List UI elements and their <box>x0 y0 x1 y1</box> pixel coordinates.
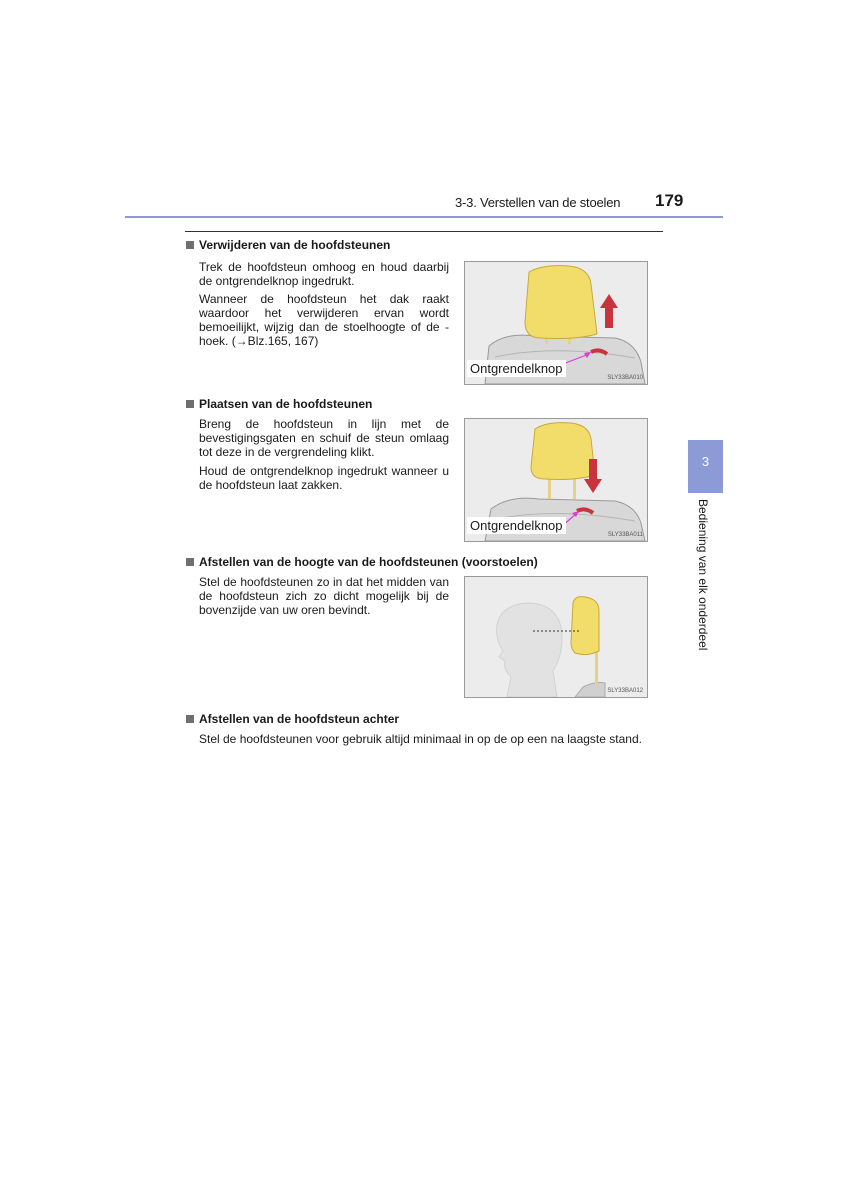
headrest-post <box>548 479 551 499</box>
headrest-shape <box>531 423 595 480</box>
callout-label: Ontgrendelknop <box>467 360 566 377</box>
section-heading-text: Afstellen van de hoofdsteun achter <box>199 712 400 726</box>
bullet-square-icon <box>186 241 194 249</box>
paragraph: Breng de hoofdsteun in lijn met de bevestigingsgaten en schuif de steun omlaag tot deze in de vergrendeling klikt. <box>199 417 449 459</box>
bullet-square-icon <box>186 400 194 408</box>
figure-headrest-height <box>464 576 648 698</box>
chapter-tab: 3 <box>688 440 723 493</box>
headrest-height-illustration <box>465 577 647 697</box>
headrest-post <box>573 479 576 499</box>
section-heading-height <box>186 555 538 569</box>
figure-remove-headrest <box>464 261 648 385</box>
chapter-label-text: Bediening van elk onderdeel <box>696 499 710 651</box>
paragraph: Stel de hoofdsteunen voor gebruik altijd minimaal in op de op een na laagste stand. <box>199 732 642 746</box>
section-heading-text: Verwijderen van de hoofdsteunen <box>199 238 391 252</box>
content-rule <box>185 231 663 232</box>
header-title: 3-3. Verstellen van de stoelen <box>455 195 621 210</box>
figure-code: SLY33BA010 <box>607 375 643 381</box>
bullet-square-icon <box>186 715 194 723</box>
section-heading-remove <box>186 238 390 252</box>
section-heading-install <box>186 397 372 411</box>
figure-install-headrest <box>464 418 648 542</box>
section-heading-text: Afstellen van de hoogte van de hoofdsteunen (voorstoelen) <box>199 555 538 569</box>
figure-code: SLY33BA012 <box>607 688 643 694</box>
section-heading-rear <box>186 712 399 726</box>
page-number: 179 <box>655 191 684 210</box>
seat-shape <box>575 683 605 698</box>
paragraph: Houd de ontgrendelknop ingedrukt wanneer u de hoofdsteun laat zakken. <box>199 464 449 492</box>
callout-label: Ontgrendelknop <box>467 517 566 534</box>
headrest-shape <box>571 597 599 655</box>
figure-code: SLY33BA011 <box>607 532 643 538</box>
header-rule <box>125 216 723 218</box>
section-heading-text: Plaatsen van de hoofdsteunen <box>199 397 373 411</box>
paragraph: Trek de hoofdsteun omhoog en houd daarbij de ontgrendelknop ingedrukt. <box>199 260 449 288</box>
paragraph: Wanneer de hoofdsteun het dak raakt waardoor het verwijderen ervan wordt bemoeilijkt, wijzig dan de stoelhoogte of de -hoek. (→Blz.165, 167) <box>199 292 449 348</box>
headrest-shape <box>525 266 597 339</box>
paragraph: Stel de hoofdsteunen zo in dat het midden van de hoofdsteun zich zo dicht mogelijk bij de bovenzijde van uw oren bevindt. <box>199 575 449 617</box>
chapter-label <box>694 499 714 669</box>
bullet-square-icon <box>186 558 194 566</box>
up-arrow-icon <box>600 294 618 328</box>
head-silhouette <box>497 603 562 697</box>
